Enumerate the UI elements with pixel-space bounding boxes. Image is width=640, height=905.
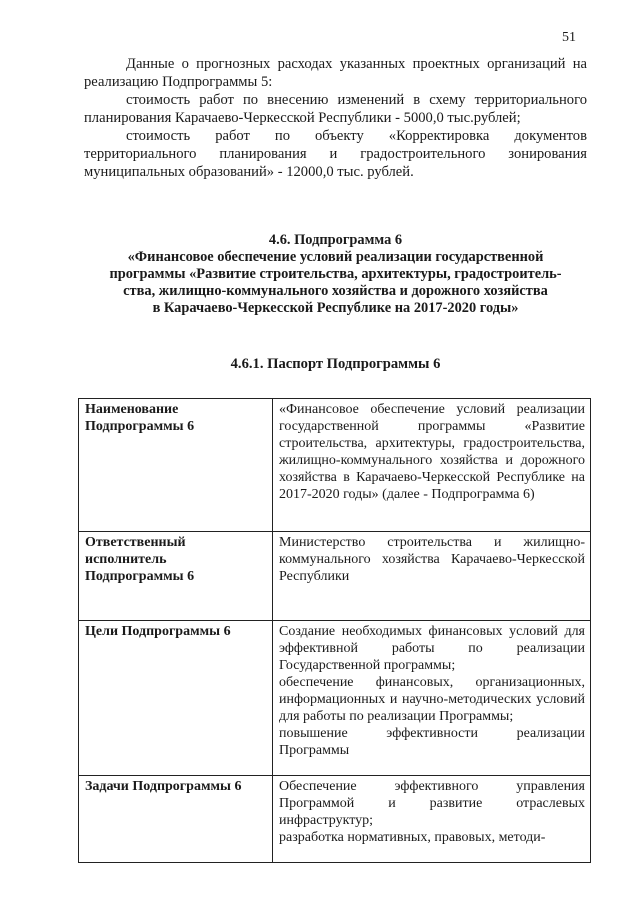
section-heading-line: «Финансовое обеспечение условий реализации государственной xyxy=(127,249,544,265)
row-label: Ответственный исполнитель Подпрограммы 6 xyxy=(79,532,273,621)
value-line: разработка нормативных, правовых, методи- xyxy=(279,830,546,845)
row-value xyxy=(273,776,591,863)
value-line: обеспечение финансовых, организационных, информационных и научно-методических условий для работы по реализации Программы; xyxy=(279,675,585,724)
row-value: Министерство строительства и жилищно-коммунального хозяйства Карачаево-Черкесской Республики xyxy=(273,532,591,621)
table-row xyxy=(79,532,591,621)
value-line: повышение эффективности реализации Программы xyxy=(279,726,585,758)
page-number: 51 xyxy=(562,30,576,45)
passport-table xyxy=(78,398,591,863)
section-heading-line: 4.6. Подпрограмма 6 xyxy=(268,232,403,248)
table-row xyxy=(79,776,591,863)
section-heading-line: ства, жилищно-коммунального хозяйства и дорожного хозяйства xyxy=(123,283,548,299)
intro-text xyxy=(84,55,587,181)
row-label: Задачи Подпрограммы 6 xyxy=(79,776,273,863)
value-line: Создание необходимых финансовых условий для эффективной работы по реализации Государственной программы; xyxy=(279,624,585,673)
row-value xyxy=(273,621,591,776)
row-label: Наименование Подпрограммы 6 xyxy=(79,399,273,532)
row-value: «Финансовое обеспечение условий реализации государственной программы «Развитие строительства, архитектуры, градостроительства, жилищно-коммунального хозяйства и дорожного хозяйства в Карачаево-Черкесской Республике на 2017-2020 годы» (далее - Подпрограмма 6) xyxy=(273,399,591,532)
section-heading-line: в Карачаево-Черкесской Республике на 2017-2020 годы» xyxy=(152,300,519,316)
passport-title: 4.6.1. Паспорт Подпрограммы 6 xyxy=(230,356,441,372)
value-line: Обеспечение эффективного управления Программой и развитие отраслевых инфраструктур; xyxy=(279,779,585,828)
section-heading-line: программы «Развитие строительства, архитектуры, градостроитель- xyxy=(109,266,562,282)
intro-paragraph: стоимость работ по внесению изменений в схему территориального планирования Карачаево-Черкесской Республики - 5000,0 тыс.рублей; xyxy=(84,92,587,126)
intro-paragraph: стоимость работ по объекту «Корректировка документов территориального планирования и градостроительного зонирования муниципальных образований» - 12000,0 тыс. рублей. xyxy=(84,128,587,180)
row-label: Цели Подпрограммы 6 xyxy=(79,621,273,776)
intro-paragraph: Данные о прогнозных расходах указанных проектных организаций на реализацию Подпрограммы 5: xyxy=(84,56,587,90)
table-row xyxy=(79,621,591,776)
section-heading xyxy=(84,232,587,317)
table-row xyxy=(79,399,591,532)
